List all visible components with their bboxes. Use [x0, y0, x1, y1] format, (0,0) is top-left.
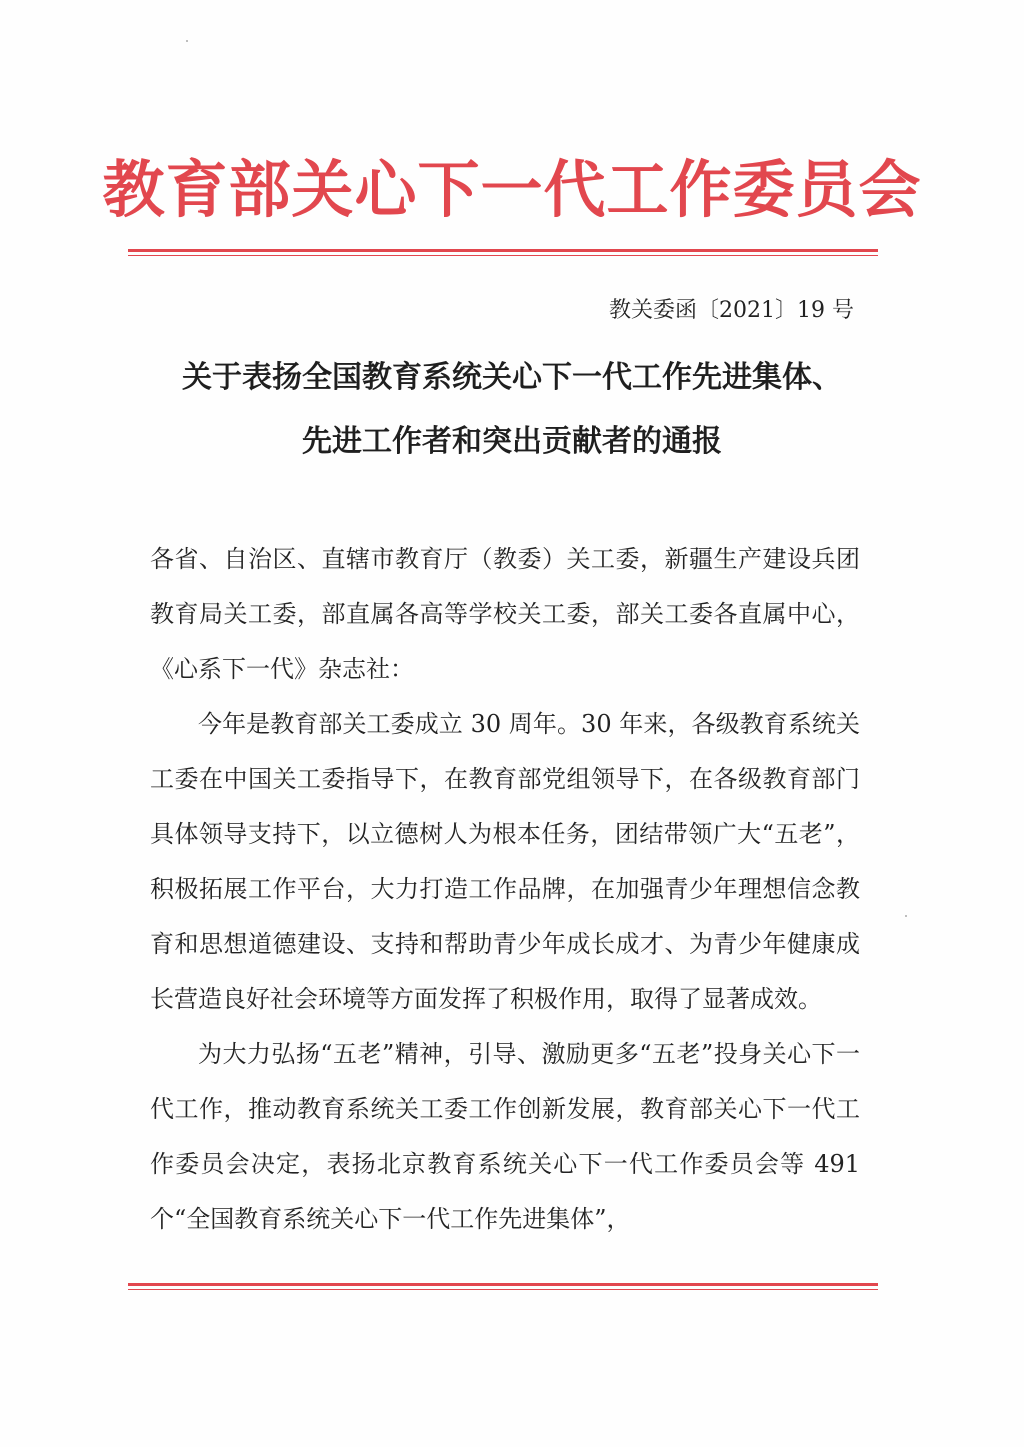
document-body — [150, 532, 860, 1247]
organization-header: 教育部关心下一代工作委员会 — [102, 153, 922, 226]
body-paragraph-2: 为大力弘扬“五老”精神，引导、激励更多“五老”投身关心下一代工作，推动教育系统关工委工作创新发展，教育部关心下一代工作委员会决定，表扬北京教育系统关心下一代工作委员会等 491 个“全国教育系统关心下一代工作先进集体”， — [150, 1040, 860, 1233]
scan-speck — [905, 915, 907, 917]
addressee-paragraph: 各省、自治区、直辖市教育厅（教委）关工委，新疆生产建设兵团教育局关工委，部直属各高等学校关工委，部关工委各直属中心，《心系下一代》杂志社： — [150, 545, 860, 683]
header-rule-thin — [128, 255, 878, 256]
document-number: 教关委函〔2021〕19 号 — [609, 298, 854, 323]
footer-red-rule — [128, 1283, 878, 1290]
footer-rule-thin — [128, 1289, 878, 1290]
document-title-line-2: 先进工作者和突出贡献者的通报 — [302, 424, 722, 459]
body-paragraph-1: 今年是教育部关工委成立 30 周年。30 年来，各级教育系统关工委在中国关工委指导下，在教育部党组领导下，在各级教育部门具体领导支持下，以立德树人为根本任务，团结带领广大“五老”，积极拓展工作平台，大力打造工作品牌，在加强青少年理想信念教育和思想道德建设、支持和帮助青少年成长成才、为青少年健康成长营造良好社会环境等方面发挥了积极作用，取得了显著成效。 — [150, 710, 860, 1013]
header-red-rule — [128, 249, 878, 256]
scan-speck — [186, 40, 188, 42]
footer-rule-thick — [128, 1283, 878, 1286]
header-rule-thick — [128, 249, 878, 252]
document-title-line-1: 关于表扬全国教育系统关心下一代工作先进集体、 — [182, 360, 842, 395]
